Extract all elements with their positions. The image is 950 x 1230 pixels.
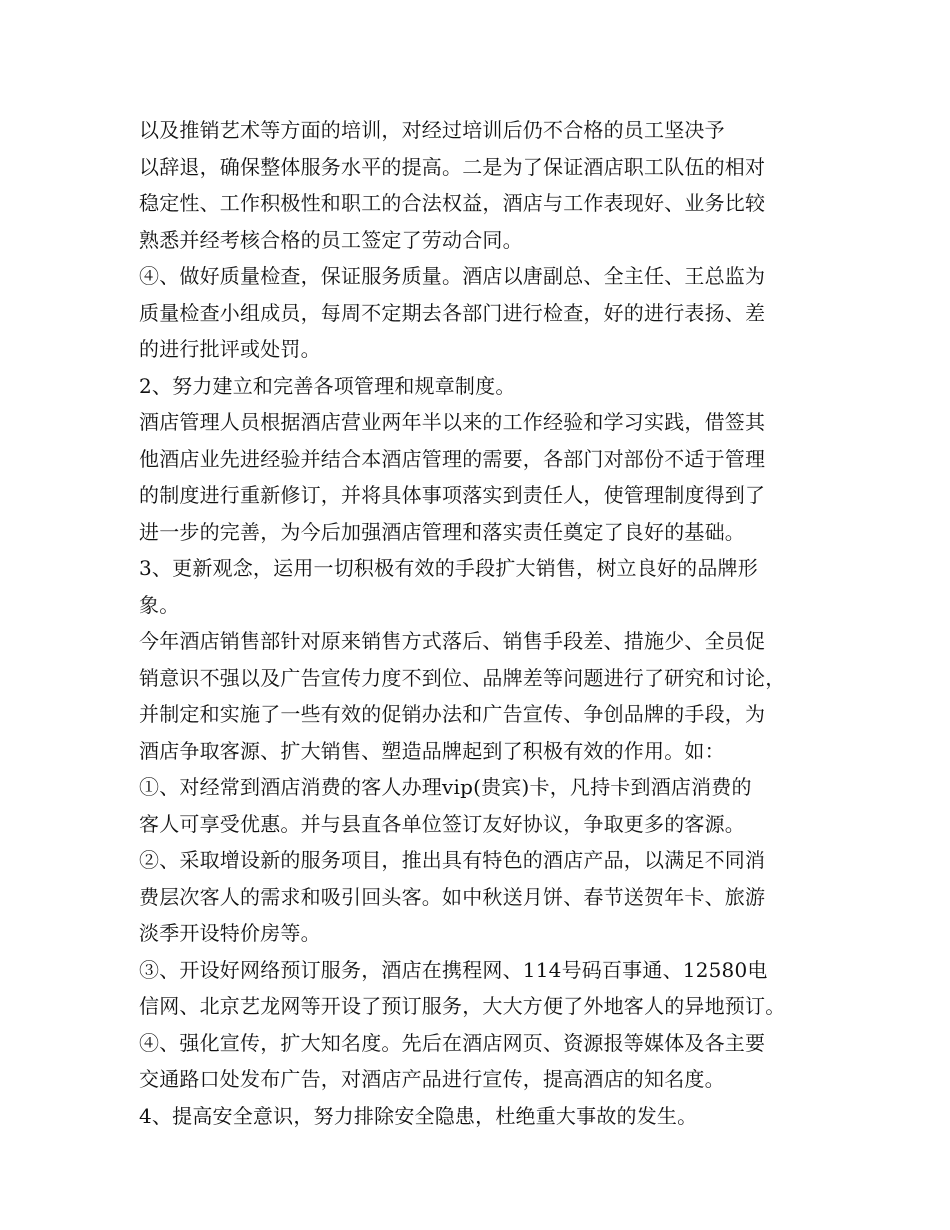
text-line: 以辞退，确保整体服务水平的提高。二是为了保证酒店职工队伍的相对 xyxy=(139,154,766,179)
text-line: 的进行批评或处罚。 xyxy=(139,337,321,361)
list-item: ①、对经常到酒店消费的客人办理vip(贵宾)卡，凡持卡到酒店消费的 xyxy=(139,775,752,799)
text-line: 他酒店业先进经验并结合本酒店管理的需要，各部门对部份不适于管理 xyxy=(139,446,766,471)
list-item: ③、开设好网络预订服务，酒店在携程网、114号码百事通、12580电 xyxy=(139,957,768,982)
text-line: 并制定和实施了一些有效的促销办法和广告宣传、争创品牌的手段，为 xyxy=(139,702,766,726)
section-heading: 2、努力建立和完善各项管理和规章制度。 xyxy=(139,373,516,398)
text-line: 信网、北京艺龙网等开设了预订服务，大大方便了外地客人的异地预订。 xyxy=(139,994,786,1018)
text-line: ④、做好质量检查，保证服务质量。酒店以唐副总、全主任、王总监为 xyxy=(139,264,766,288)
text-line: 稳定性、工作积极性和职工的合法权益，酒店与工作表现好、业务比较 xyxy=(139,191,766,215)
text-line: 费层次客人的需求和吸引回头客。如中秋送月饼、春节送贺年卡、旅游 xyxy=(139,884,766,909)
body-text xyxy=(139,112,829,1134)
text-line: 淡季开设特价房等。 xyxy=(139,921,321,945)
section-heading: 3、更新观念，运用一切积极有效的手段扩大销售，树立良好的品牌形 xyxy=(139,556,758,580)
section-heading-cont: 象。 xyxy=(139,592,180,617)
text-line: 酒店争取客源、扩大销售、塑造品牌起到了积极有效的作用。如： xyxy=(139,738,725,763)
text-line: 质量检查小组成员，每周不定期去各部门进行检查，好的进行表扬、差 xyxy=(139,300,766,325)
text-line: 销意识不强以及广告宣传力度不到位、品牌差等问题进行了研究和讨论， xyxy=(139,665,786,690)
list-item: ②、采取增设新的服务项目，推出具有特色的酒店产品，以满足不同消 xyxy=(139,848,766,872)
text-line: 今年酒店销售部针对原来销售方式落后、销售手段差、措施少、全员促 xyxy=(139,629,766,653)
text-line: 以及推销艺术等方面的培训，对经过培训后仍不合格的员工坚决予 xyxy=(139,118,725,142)
text-line: 进一步的完善，为今后加强酒店管理和落实责任奠定了良好的基础。 xyxy=(139,519,745,544)
list-item: ④、强化宣传，扩大知名度。先后在酒店网页、资源报等媒体及各主要 xyxy=(139,1030,766,1055)
section-heading: 4、提高安全意识，努力排除安全隐患，杜绝重大事故的发生。 xyxy=(139,1103,698,1128)
text-line: 交通路口处发布广告，对酒店产品进行宣传，提高酒店的知名度。 xyxy=(139,1067,725,1091)
text-line: 酒店管理人员根据酒店营业两年半以来的工作经验和学习实践，借签其 xyxy=(139,410,766,434)
text-line: 客人可享受优惠。并与县直各单位签订友好协议，争取更多的客源。 xyxy=(139,811,745,836)
text-line: 的制度进行重新修订，并将具体事项落实到责任人，使管理制度得到了 xyxy=(139,483,766,507)
text-line: 熟悉并经考核合格的员工签定了劳动合同。 xyxy=(139,227,523,252)
